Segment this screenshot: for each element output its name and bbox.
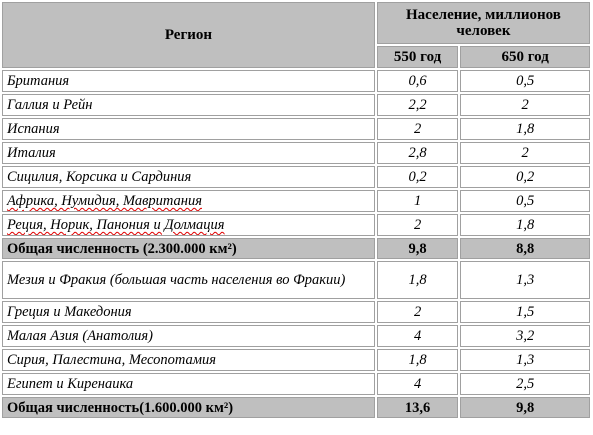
total-row <box>2 238 590 259</box>
region-name: Италия <box>2 142 375 164</box>
table-row <box>2 190 590 212</box>
region-name: Малая Азия (Анатолия) <box>2 325 375 347</box>
value-650: 2 <box>460 94 590 116</box>
table-row <box>2 301 590 323</box>
region-name: Сирия, Палестина, Месопотамия <box>2 349 375 371</box>
value-550: 4 <box>377 373 458 395</box>
value-650: 2 <box>460 142 590 164</box>
population-header: Население, миллионов человек <box>377 2 590 44</box>
value-650: 1,3 <box>460 349 590 371</box>
table-row <box>2 261 590 299</box>
table-row <box>2 94 590 116</box>
total-550: 13,6 <box>377 397 458 418</box>
value-550: 4 <box>377 325 458 347</box>
region-name: Мезия и Фракия (большая часть населения во Фракии) <box>2 261 375 299</box>
total-label: Общая численность(1.600.000 км²) <box>2 397 375 418</box>
region-name: Испания <box>2 118 375 140</box>
value-650: 1,8 <box>460 118 590 140</box>
value-650: 0,2 <box>460 166 590 188</box>
value-650: 3,2 <box>460 325 590 347</box>
table-row <box>2 373 590 395</box>
value-650: 1,8 <box>460 214 590 236</box>
total-550: 9,8 <box>377 238 458 259</box>
value-550: 0,2 <box>377 166 458 188</box>
region-name: Египет и Киренаика <box>2 373 375 395</box>
table-row <box>2 214 590 236</box>
total-650: 8,8 <box>460 238 590 259</box>
table-row <box>2 166 590 188</box>
table-row <box>2 118 590 140</box>
total-650: 9,8 <box>460 397 590 418</box>
value-550: 2 <box>377 214 458 236</box>
value-650: 2,5 <box>460 373 590 395</box>
value-550: 2,8 <box>377 142 458 164</box>
value-550: 2 <box>377 301 458 323</box>
table-row <box>2 142 590 164</box>
value-650: 1,5 <box>460 301 590 323</box>
value-550: 1 <box>377 190 458 212</box>
value-650: 0,5 <box>460 190 590 212</box>
value-550: 2,2 <box>377 94 458 116</box>
region-name: Африка, Нумидия, Мавритания <box>2 190 375 212</box>
table-row <box>2 325 590 347</box>
value-650: 0,5 <box>460 70 590 92</box>
year-650-header: 650 год <box>460 46 590 68</box>
region-name: Греция и Македония <box>2 301 375 323</box>
region-name: Сицилия, Корсика и Сардиния <box>2 166 375 188</box>
value-550: 1,8 <box>377 349 458 371</box>
value-550: 0,6 <box>377 70 458 92</box>
table-row <box>2 70 590 92</box>
year-550-header: 550 год <box>377 46 458 68</box>
region-name: Британия <box>2 70 375 92</box>
value-550: 1,8 <box>377 261 458 299</box>
value-650: 1,3 <box>460 261 590 299</box>
region-header: Регион <box>2 2 375 68</box>
region-name: Галлия и Рейн <box>2 94 375 116</box>
value-550: 2 <box>377 118 458 140</box>
region-name: Реция, Норик, Панония и Долмация <box>2 214 375 236</box>
total-row <box>2 397 590 418</box>
table-row <box>2 349 590 371</box>
total-label: Общая численность (2.300.000 км²) <box>2 238 375 259</box>
